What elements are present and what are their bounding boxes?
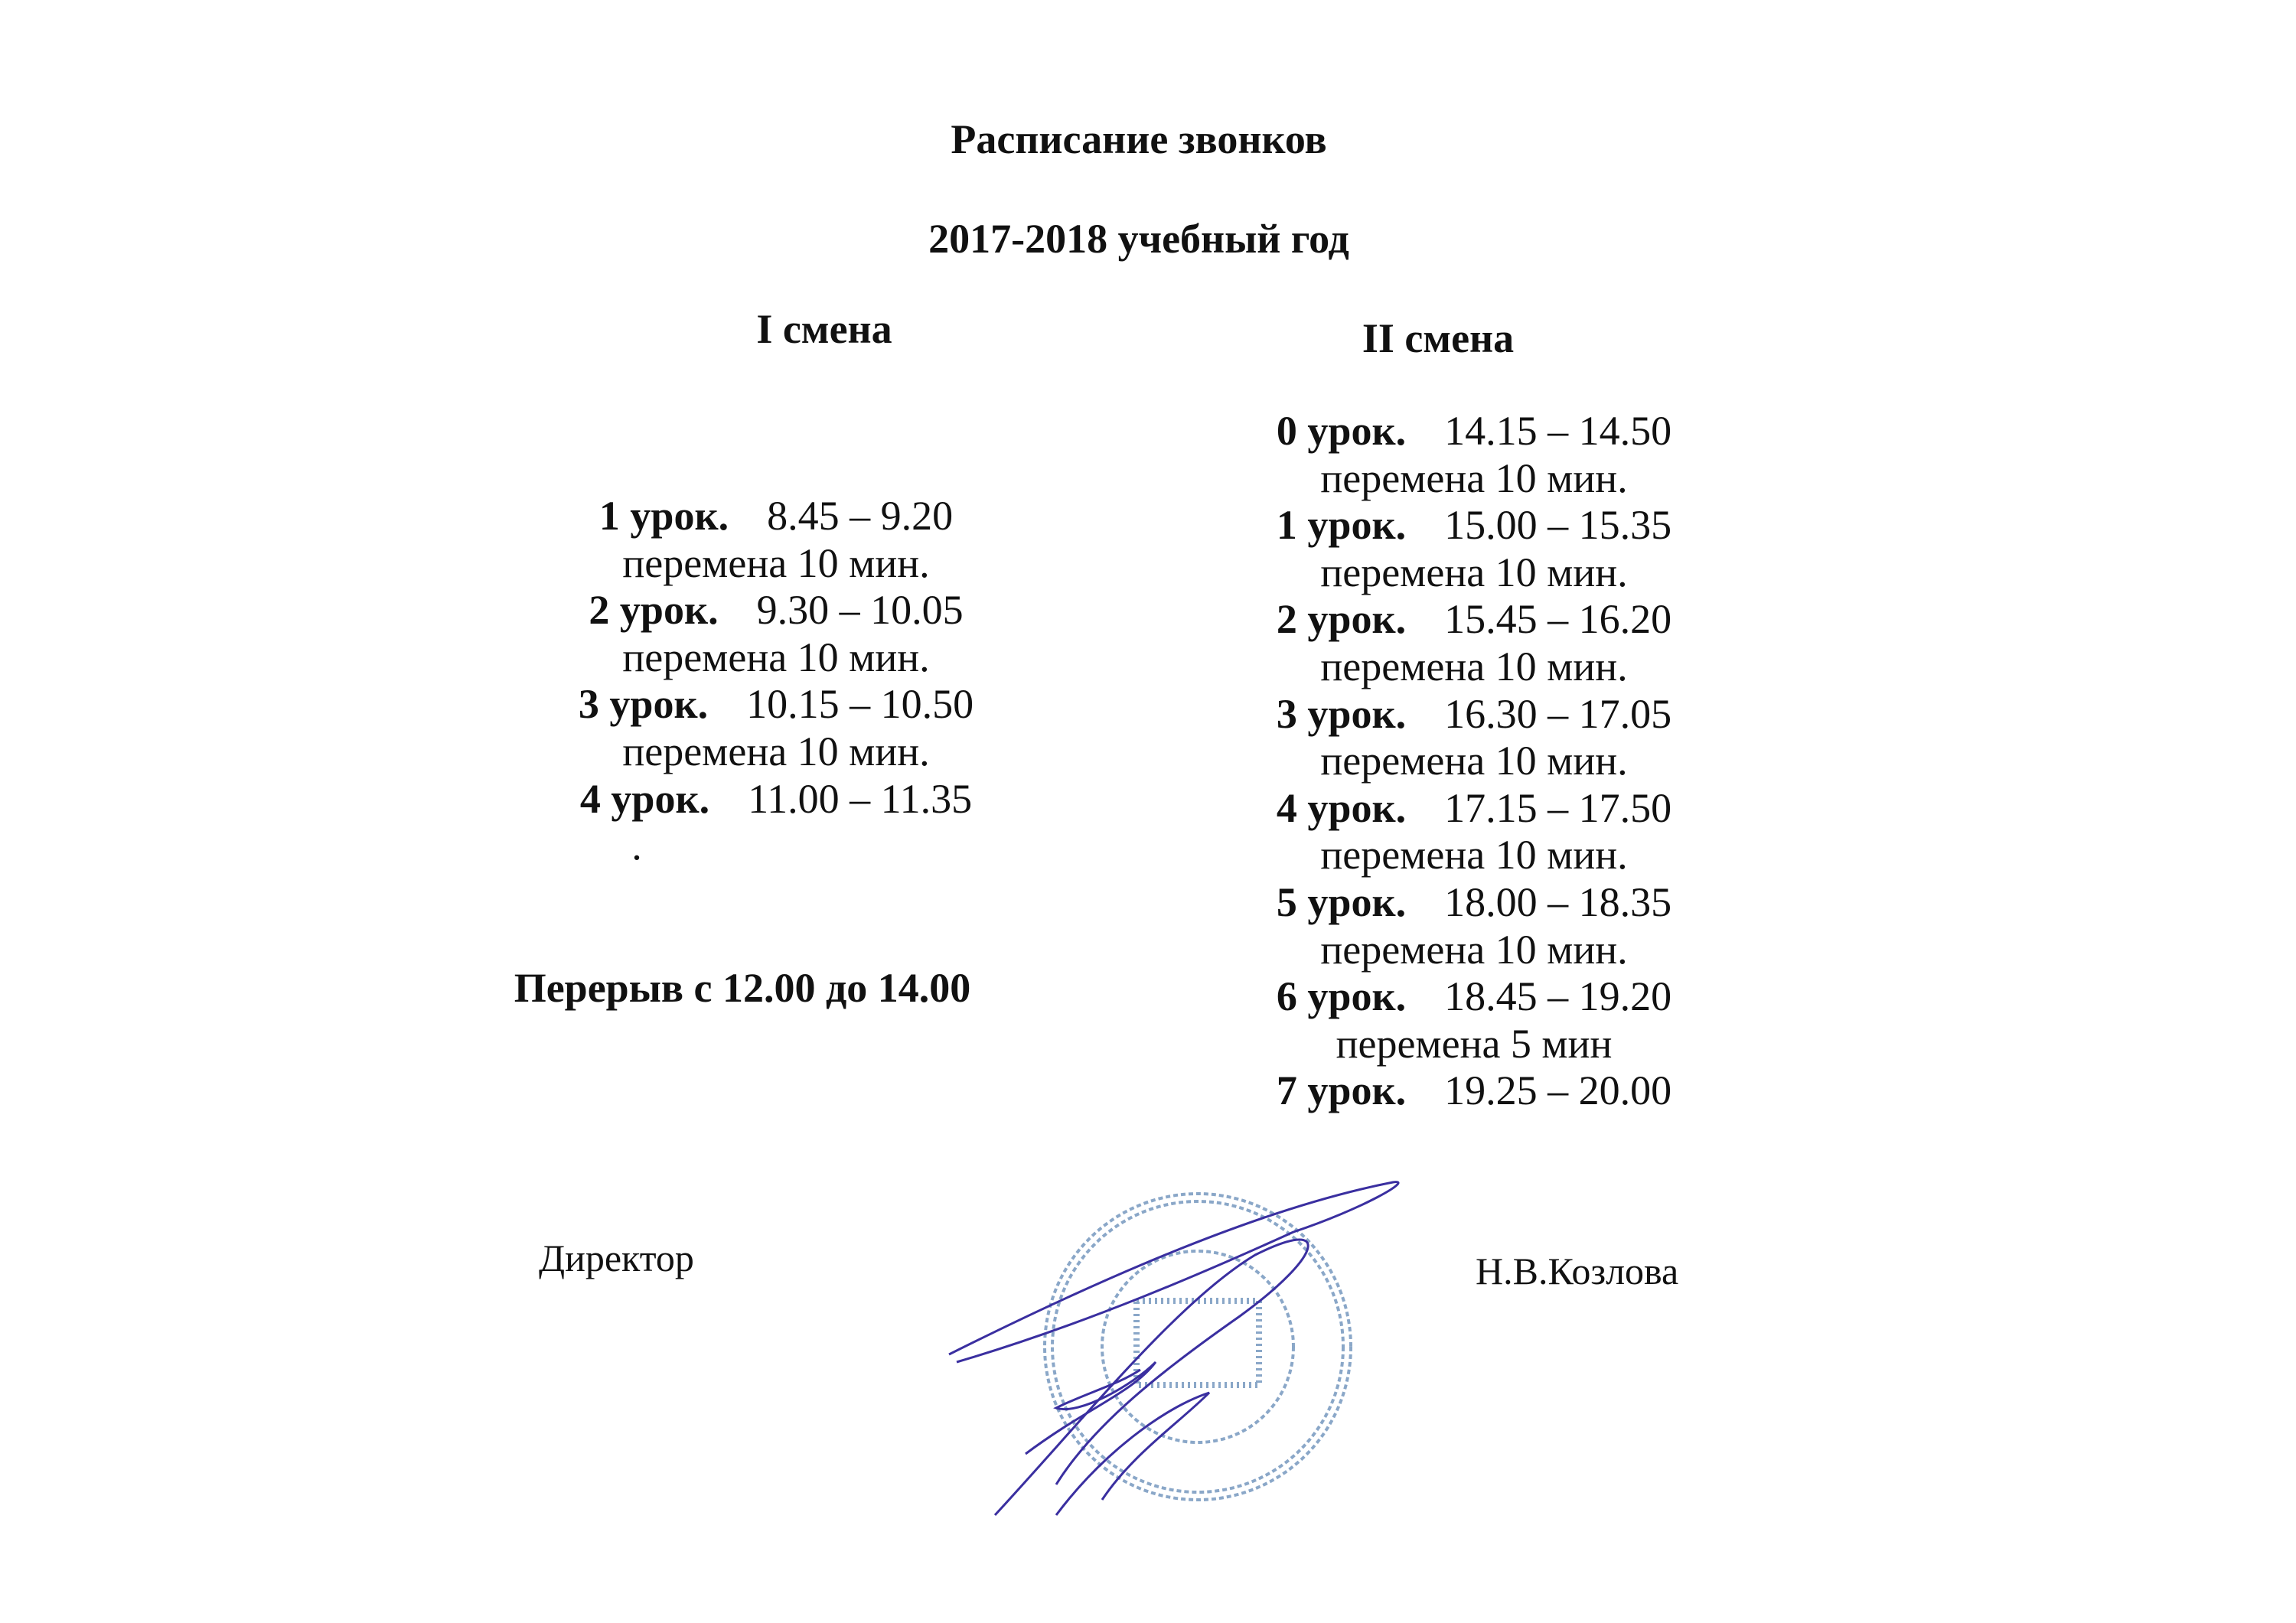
school-year: 2017-2018 учебный год <box>928 216 1349 262</box>
lesson-number: 5 урок. <box>1276 878 1407 925</box>
lesson-number: 1 урок. <box>598 493 729 539</box>
lesson-number: 4 урок. <box>579 775 710 822</box>
lesson-time: 14.15 – 14.50 <box>1444 408 1672 454</box>
break-row: перемена 5 мин <box>1336 1020 1613 1067</box>
break-row: перемена 10 мин. <box>622 728 930 774</box>
break-row: перемена 10 мин. <box>1320 549 1628 595</box>
break-row: перемена 10 мин. <box>1320 926 1628 973</box>
lesson-number: 0 урок. <box>1276 408 1407 454</box>
shift1-heading: I смена <box>756 306 892 352</box>
lesson-time: 10.15 – 10.50 <box>746 681 974 728</box>
lesson-row <box>1277 973 1671 1021</box>
break-row: перемена 10 мин. <box>622 539 930 586</box>
break-row: перемена 10 мин. <box>1320 832 1628 878</box>
lesson-time: 8.45 – 9.20 <box>767 493 954 539</box>
lesson-number: 2 урок. <box>1276 596 1407 643</box>
stamp-and-signature <box>934 1163 1408 1523</box>
lesson-time: 11.00 – 11.35 <box>748 775 973 822</box>
lesson-row <box>589 587 963 634</box>
lesson-number: 2 урок. <box>589 587 719 634</box>
lesson-time: 19.25 – 20.00 <box>1444 1067 1672 1114</box>
shift2-heading: II смена <box>1362 315 1515 361</box>
shift2-schedule <box>1277 408 1671 1115</box>
lesson-row <box>1277 1067 1671 1115</box>
lesson-number: 1 урок. <box>1276 502 1407 549</box>
lesson-row <box>1277 596 1671 644</box>
lesson-row <box>579 681 974 728</box>
lesson-time: 17.15 – 17.50 <box>1444 784 1672 831</box>
lesson-number: 6 урок. <box>1276 973 1407 1020</box>
break-row: перемена 10 мин. <box>1320 643 1628 689</box>
lesson-time: 18.00 – 18.35 <box>1444 878 1672 925</box>
lesson-number: 3 урок. <box>578 681 709 728</box>
lesson-time: 16.30 – 17.05 <box>1444 690 1672 737</box>
lesson-number: 3 урок. <box>1276 690 1407 737</box>
stray-dot: . <box>631 823 642 869</box>
director-label: Директор <box>539 1237 694 1279</box>
lesson-row <box>580 776 972 823</box>
lesson-time: 15.45 – 16.20 <box>1444 596 1672 643</box>
shift1-schedule <box>579 493 974 823</box>
lesson-time: 15.00 – 15.35 <box>1444 502 1672 549</box>
lesson-row <box>1277 502 1671 549</box>
lunch-break: Перерыв с 12.00 до 14.00 <box>514 965 971 1011</box>
document-title: Расписание звонков <box>951 116 1327 162</box>
signature-icon <box>949 1182 1398 1515</box>
lesson-row <box>1277 691 1671 738</box>
lesson-row <box>599 493 953 540</box>
lesson-number: 4 урок. <box>1276 784 1407 831</box>
director-name: Н.В.Козлова <box>1476 1250 1679 1292</box>
lesson-time: 18.45 – 19.20 <box>1444 973 1672 1020</box>
lesson-row <box>1277 785 1671 833</box>
break-row: перемена 10 мин. <box>622 634 930 680</box>
lesson-time: 9.30 – 10.05 <box>756 587 964 634</box>
lesson-number: 7 урок. <box>1276 1067 1407 1114</box>
break-row: перемена 10 мин. <box>1320 455 1628 501</box>
lesson-row <box>1277 408 1671 455</box>
break-row: перемена 10 мин. <box>1320 738 1628 784</box>
lesson-row <box>1277 879 1671 927</box>
